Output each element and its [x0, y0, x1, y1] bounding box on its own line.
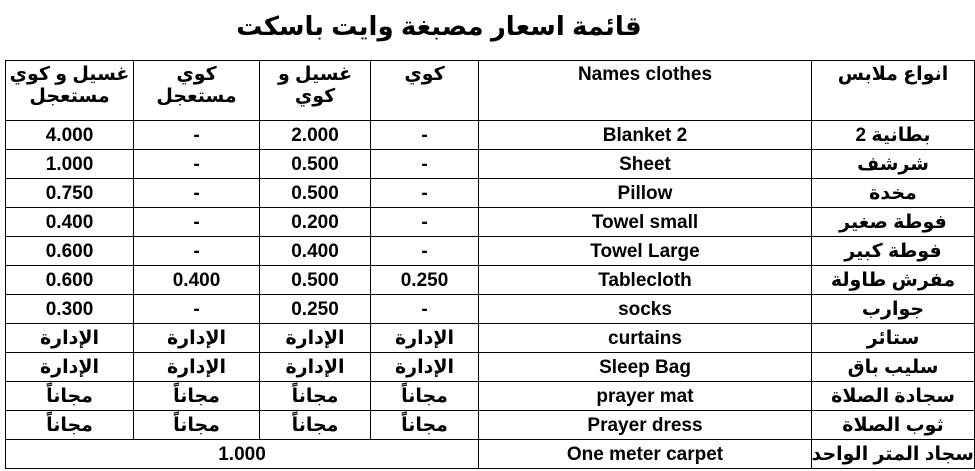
- cell-name-ar: سجادة الصلاة: [812, 382, 975, 411]
- table-row: [6, 237, 975, 266]
- cell-iron: الإدارة: [371, 353, 479, 382]
- cell-name-ar: شرشف: [812, 150, 975, 179]
- cell-iron-urgent: -: [134, 179, 260, 208]
- cell-name-en: curtains: [479, 324, 812, 353]
- cell-name-en: Pillow: [479, 179, 812, 208]
- cell-name-en: Sleep Bag: [479, 353, 812, 382]
- cell-iron: الإدارة: [371, 324, 479, 353]
- cell-iron-urgent: 0.400: [134, 266, 260, 295]
- table-row: [6, 411, 975, 440]
- carpet-price: 1.000: [6, 440, 479, 469]
- cell-iron-urgent: -: [134, 295, 260, 324]
- table-row: [6, 121, 975, 150]
- cell-iron-urgent: الإدارة: [134, 324, 260, 353]
- cell-wash-iron-urgent: 0.600: [6, 237, 134, 266]
- table-body: [6, 121, 975, 469]
- carpet-name-en: One meter carpet: [479, 440, 812, 469]
- cell-name-ar: فوطة صغير: [812, 208, 975, 237]
- cell-iron: مجاناً: [371, 382, 479, 411]
- table-row: [6, 266, 975, 295]
- carpet-row: [6, 440, 975, 469]
- cell-name-en: Tablecloth: [479, 266, 812, 295]
- cell-name-en: socks: [479, 295, 812, 324]
- table-row: [6, 179, 975, 208]
- cell-wash-iron: مجاناً: [260, 382, 371, 411]
- cell-wash-iron-urgent: 4.000: [6, 121, 134, 150]
- header-iron: كوي: [371, 61, 479, 121]
- cell-iron: مجاناً: [371, 411, 479, 440]
- cell-wash-iron: 0.250: [260, 295, 371, 324]
- table-row: [6, 150, 975, 179]
- cell-name-en: Towel Large: [479, 237, 812, 266]
- cell-iron-urgent: مجاناً: [134, 411, 260, 440]
- cell-name-ar: فوطة كبير: [812, 237, 975, 266]
- cell-wash-iron-urgent: 0.600: [6, 266, 134, 295]
- cell-iron: -: [371, 208, 479, 237]
- table-row: [6, 324, 975, 353]
- cell-wash-iron-urgent: مجاناً: [6, 382, 134, 411]
- cell-iron: 0.250: [371, 266, 479, 295]
- cell-iron-urgent: -: [134, 237, 260, 266]
- cell-iron-urgent: مجاناً: [134, 382, 260, 411]
- cell-iron: -: [371, 237, 479, 266]
- cell-wash-iron-urgent: الإدارة: [6, 353, 134, 382]
- carpet-name-ar: سجاد المتر الواحد: [812, 440, 975, 469]
- header-row: [6, 61, 975, 121]
- cell-wash-iron-urgent: 0.400: [6, 208, 134, 237]
- page-title: قائمة اسعار مصبغة وايت باسكت: [236, 11, 642, 41]
- cell-iron-urgent: الإدارة: [134, 353, 260, 382]
- cell-iron-urgent: -: [134, 150, 260, 179]
- header-names-clothes: Names clothes: [479, 61, 812, 121]
- cell-name-ar: مفرش طاولة: [812, 266, 975, 295]
- cell-name-en: Towel small: [479, 208, 812, 237]
- cell-name-ar: سليب باق: [812, 353, 975, 382]
- cell-wash-iron: 0.500: [260, 179, 371, 208]
- cell-iron: -: [371, 150, 479, 179]
- cell-name-en: Sheet: [479, 150, 812, 179]
- price-table: [5, 60, 975, 469]
- table-row: [6, 295, 975, 324]
- cell-name-en: Prayer dress: [479, 411, 812, 440]
- table-row: [6, 382, 975, 411]
- cell-name-en: prayer mat: [479, 382, 812, 411]
- cell-wash-iron: 2.000: [260, 121, 371, 150]
- cell-wash-iron: 0.400: [260, 237, 371, 266]
- header-clothes-types: انواع ملابس: [812, 61, 975, 121]
- table-row: [6, 353, 975, 382]
- cell-name-ar: بطانية 2: [812, 121, 975, 150]
- cell-wash-iron: 0.200: [260, 208, 371, 237]
- header-iron-urgent: كوي مستعجل: [134, 61, 260, 121]
- cell-wash-iron-urgent: مجاناً: [6, 411, 134, 440]
- header-wash-iron-urgent: غسيل و كوي مستعجل: [6, 61, 134, 121]
- cell-wash-iron: الإدارة: [260, 324, 371, 353]
- cell-name-ar: ستائر: [812, 324, 975, 353]
- cell-wash-iron: 0.500: [260, 266, 371, 295]
- cell-wash-iron: مجاناً: [260, 411, 371, 440]
- cell-iron-urgent: -: [134, 208, 260, 237]
- cell-wash-iron-urgent: 0.750: [6, 179, 134, 208]
- cell-wash-iron-urgent: 0.300: [6, 295, 134, 324]
- cell-name-ar: جوارب: [812, 295, 975, 324]
- cell-iron-urgent: -: [134, 121, 260, 150]
- cell-wash-iron: 0.500: [260, 150, 371, 179]
- cell-name-en: Blanket 2: [479, 121, 812, 150]
- cell-wash-iron: الإدارة: [260, 353, 371, 382]
- table-row: [6, 208, 975, 237]
- cell-wash-iron-urgent: الإدارة: [6, 324, 134, 353]
- cell-name-ar: مخدة: [812, 179, 975, 208]
- cell-iron: -: [371, 179, 479, 208]
- cell-iron: -: [371, 295, 479, 324]
- header-wash-iron: غسيل و كوي: [260, 61, 371, 121]
- cell-name-ar: ثوب الصلاة: [812, 411, 975, 440]
- cell-wash-iron-urgent: 1.000: [6, 150, 134, 179]
- cell-iron: -: [371, 121, 479, 150]
